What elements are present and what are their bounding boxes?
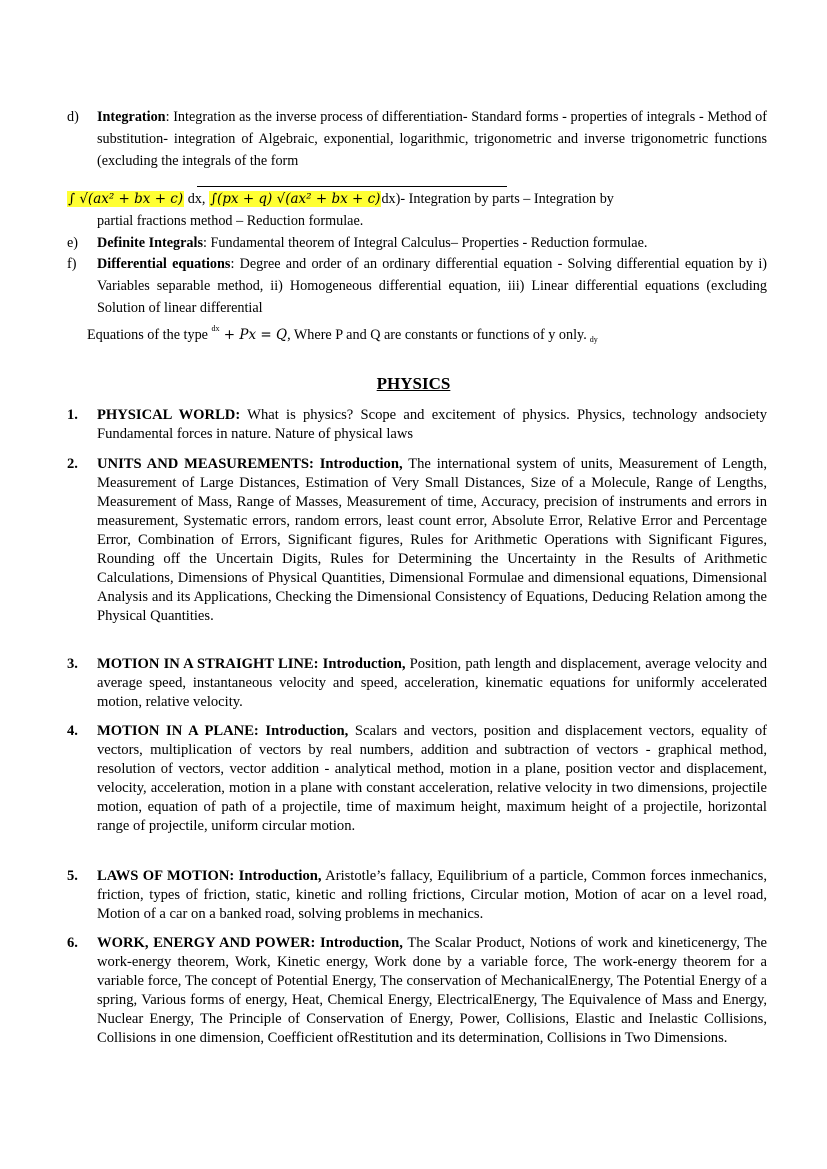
item-title: Definite Integrals — [97, 235, 203, 251]
item-title: Integration — [97, 109, 166, 125]
math-item-integration — [67, 106, 767, 172]
item-text: : Degree and order of an ordinary differential equation - Solving differential equation by i) Variables separable method, ii) Homogeneous differential equation, iii) Linear differential equations (excluding Solution of linear differential — [97, 256, 768, 316]
item-text: The international system of units, Measurement of Length, Measurement of Large Distances, Estimation of Very Small Distances, Size of a Molecule, Range of Lengths, Measurement of Mass, Range of Masses, Measurement of time, Accuracy, precision of instruments and errors in measurement, Systematic errors, random errors, least count error, Absolute Error, Relative Error and Percentage Error, Combination of Errors, Significant figures, Rules for Arithmetic Operations with Significant Figures, Rounding off the Uncertain Digits, Rules for Determining the Uncertainty in the Results of Arithmetic Calculations, Dimensions of Physical Quantities, Dimensional Formulae and dimensional equations, Dimensional Analysis and its Applications, Checking the Dimensional Consistency of Equations, Deducing Relation among the Physical Quantities. — [97, 456, 767, 624]
eq-dx: dx — [211, 324, 220, 333]
item-title: PHYSICAL WORLD: — [97, 407, 241, 423]
physics-item-physical-world — [67, 406, 767, 444]
formula-continuation: partial fractions method – Reduction formulae. — [97, 213, 364, 229]
item-text: : Integration as the inverse process of differentiation- Standard forms - properties of integrals - Method of substitution- integration of Algebraic, exponential, logarithmic, trigonometric and inverse trigonometric functions (excluding the integrals of the form — [97, 109, 767, 169]
item-title: UNITS AND MEASUREMENTS: Introduction, — [97, 456, 403, 472]
eq-suffix: , Where P and Q are constants or functions of y only. — [287, 327, 587, 343]
item-label: e) — [67, 235, 79, 251]
physics-item-motion-plane — [67, 722, 767, 836]
item-text: Scalars and vectors, position and displacement vectors, equality of vectors, multiplication of vectors by real numbers, addition and subtraction of vectors - graphical method, resolution of vectors, vector addition - analytical method, motion in a plane, position vector and displacement, velocity, acceleration, motion in a plane with constant acceleration, relative velocity in two dimensions, projectile motion, equation of path of a projectile, time of maximum height, maximum height of a projectile, horizontal range of projectile, uniform circular motion. — [97, 723, 767, 834]
eq-dy: dy — [589, 335, 598, 344]
math-item-definite-integrals — [67, 232, 767, 254]
item-text: Aristotle’s fallacy, Equilibrium of a particle, Common forces inmechanics, friction, types of friction, static, kinetic and rolling frictions, Circular motion, Motion of acar on a level road, Motion of a car on a banked road, solving problems in mechanics. — [97, 868, 767, 922]
physics-item-units-measurements — [67, 455, 767, 626]
physics-item-laws-of-motion — [67, 867, 767, 924]
item-title: MOTION IN A STRAIGHT LINE: Introduction, — [97, 656, 406, 672]
integral-formula-line — [67, 188, 767, 210]
math-item-differential-equations — [67, 253, 767, 319]
eq-expression: + Px = Q — [219, 327, 288, 343]
eq-prefix: Equations of the type — [87, 327, 212, 343]
item-text: The Scalar Product, Notions of work and kineticenergy, The work-energy theorem, Work, Kinetic energy, Work done by a variable force, The work-energy theorem for a variable force, The concept of Potential Energy, The conservation of MechanicalEnergy, The Potential Energy of a spring, Various forms of energy, Heat, Chemical Energy, ElectricalEnergy, The Equivalence of Mass and Energy, Nuclear Energy, The Principle of Conservation of Energy, Power, Collisions, Elastic and Inelastic Collisions, Collisions in one dimension, Coefficient ofRestitution and its determination, Collisions in Two Dimensions. — [97, 935, 767, 1046]
item-number: 1. — [67, 407, 78, 423]
item-number: 5. — [67, 868, 78, 884]
formula-after: dx)- Integration by parts – Integration by — [381, 191, 614, 207]
item-text: What is physics? Scope and excitement of physics. Physics, technology andsociety Fundamental forces in nature. Nature of physical laws — [97, 407, 767, 442]
item-number: 3. — [67, 656, 78, 672]
item-number: 6. — [67, 935, 78, 951]
physics-item-work-energy-power — [67, 934, 767, 1048]
physics-item-straight-line — [67, 655, 767, 712]
item-title: WORK, ENERGY AND POWER: Introduction, — [97, 935, 403, 951]
item-number: 4. — [67, 723, 78, 739]
item-text: Position, path length and displacement, average velocity and average speed, instantaneous velocity and speed, acceleration, kinematic equations for uniformly accelerated motion, relative velocity. — [97, 656, 767, 710]
item-title: MOTION IN A PLANE: Introduction, — [97, 723, 349, 739]
item-title: Differential equations — [97, 256, 231, 272]
item-number: 2. — [67, 456, 78, 472]
formula-dx: dx, — [184, 191, 209, 207]
item-text: : Fundamental theorem of Integral Calculus– Properties - Reduction formulae. — [203, 235, 648, 251]
physics-heading: PHYSICS — [376, 374, 451, 393]
equation-type-line — [87, 318, 598, 351]
item-label: f) — [67, 256, 77, 272]
item-title: LAWS OF MOTION: Introduction, — [97, 868, 322, 884]
integral-form-1: ∫ √(ax² + bx + c) — [68, 191, 184, 207]
item-label: d) — [67, 109, 79, 125]
integral-form-2: ∫(px + q) √(ax² + bx + c) — [209, 191, 381, 207]
formula-overline — [197, 186, 507, 187]
